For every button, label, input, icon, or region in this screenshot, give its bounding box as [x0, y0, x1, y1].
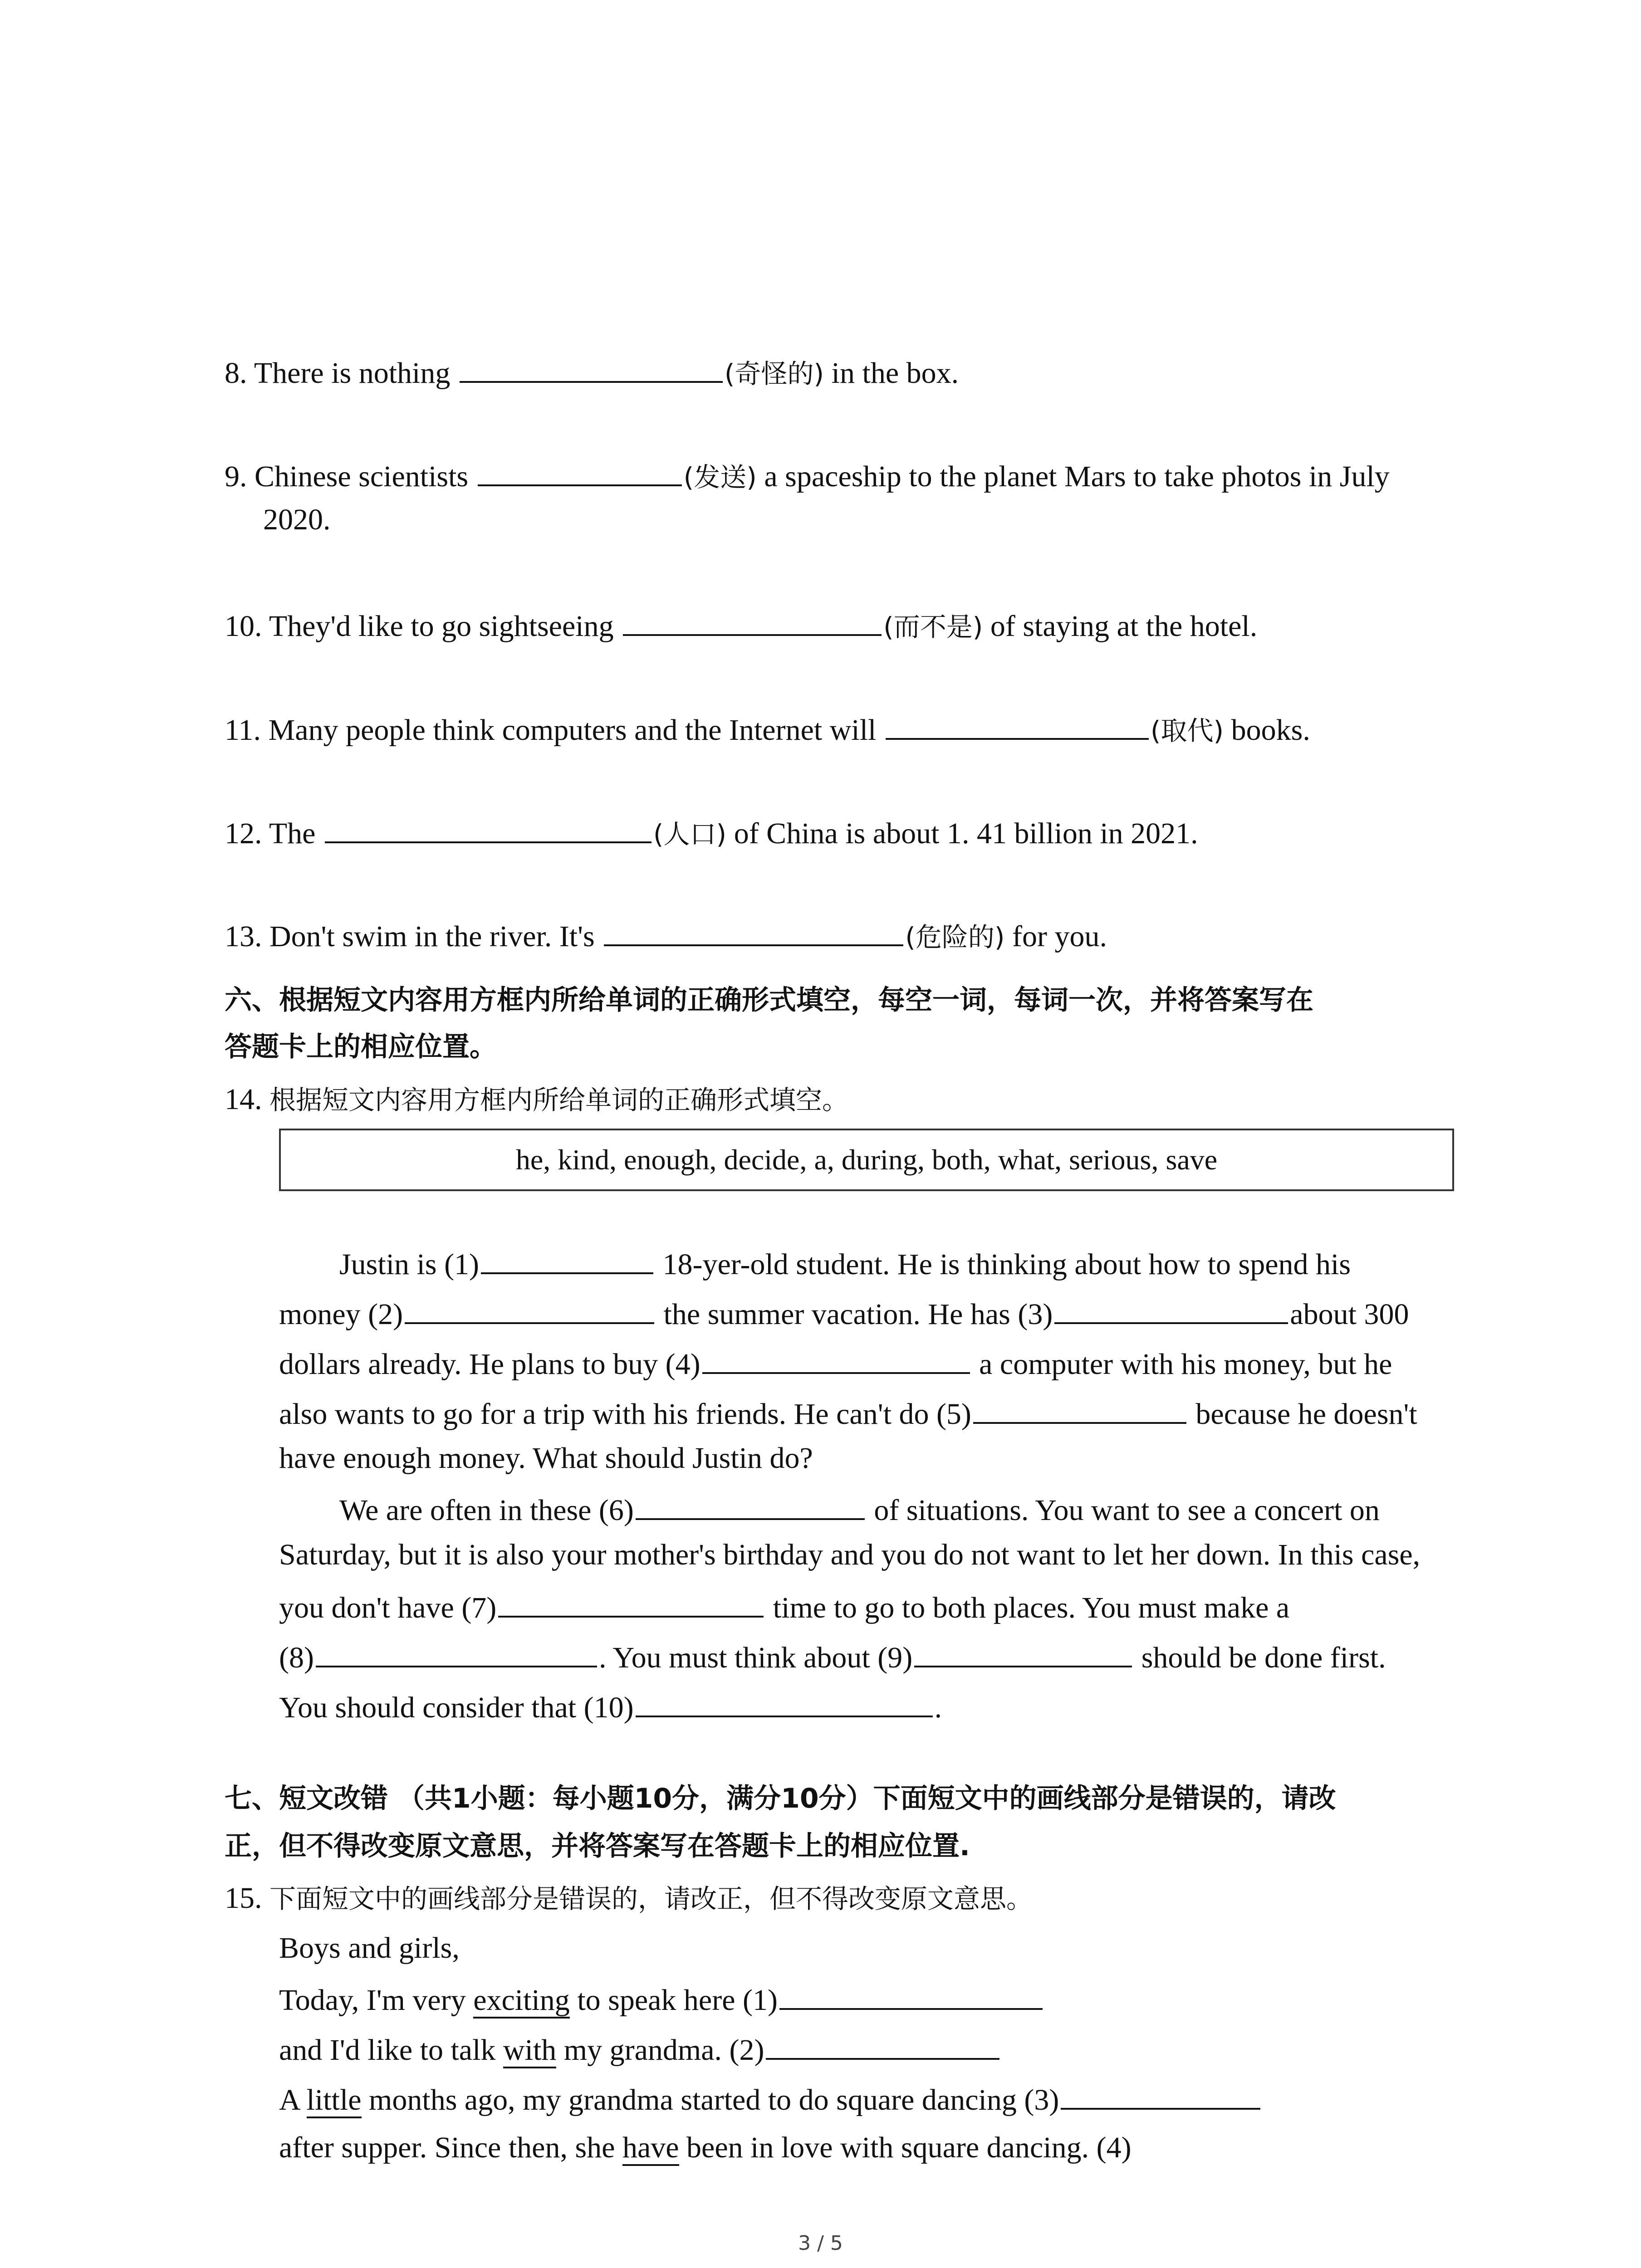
question-12: 12. The (人口) of China is about 1. 41 billion in 2021. [225, 813, 1198, 852]
blank-14-10[interactable] [636, 1687, 933, 1717]
blank-14-8[interactable] [316, 1637, 597, 1667]
passage-1-line-3: dollars already. He plans to buy (4) a computer with his money, but he [279, 1344, 1392, 1383]
section-7-heading-cont: 正，但不得改变原文意思，并将答案写在答题卡上的相应位置. [225, 1830, 970, 1862]
section-7-heading: 七、短文改错 （共1小题：每小题10分，满分10分）下面短文中的画线部分是错误的，请改 [225, 1783, 1336, 1814]
answer-blank-10[interactable] [623, 606, 882, 636]
question-14-instruction: 14. 根据短文内容用方框内所给单词的正确形式填空。 [225, 1083, 849, 1116]
error-line-2: and I'd like to talk with my grandma. (2) [279, 2030, 1001, 2068]
answer-blank-13[interactable] [604, 916, 903, 946]
question-11: 11. Many people think computers and the Internet will (取代) books. [225, 710, 1310, 749]
answer-blank-9[interactable] [478, 456, 682, 486]
underlined-error-3: little [307, 2083, 362, 2118]
error-line-3: A little months ago, my grandma started to do square dancing (3) [279, 2080, 1262, 2118]
passage-1-line-5: have enough money. What should Justin do? [279, 1442, 813, 1475]
blank-14-6[interactable] [636, 1490, 865, 1520]
underlined-error-2: with [503, 2033, 556, 2068]
question-10: 10. They'd like to go sightseeing (而不是) of staying at the hotel. [225, 606, 1257, 645]
passage-2-line-3: you don't have (7) time to go to both places. You must make a [279, 1588, 1289, 1626]
question-9-continuation: 2020. [263, 503, 331, 536]
underlined-error-1: exciting [473, 1984, 570, 2019]
blank-14-1[interactable] [481, 1244, 653, 1274]
passage-1-line-2: money (2) the summer vacation. He has (3) about 300 [279, 1294, 1409, 1333]
blank-15-2[interactable] [766, 2030, 999, 2060]
blank-14-4[interactable] [702, 1344, 970, 1374]
question-9: 9. Chinese scientists (发送) a spaceship to the planet Mars to take photos in July [225, 456, 1390, 495]
passage-1-line-4: also wants to go for a trip with his friends. He can't do (5) because he doesn't [279, 1394, 1417, 1432]
passage-2-line-2: Saturday, but it is also your mother's birthday and you do not want to let her down. In this case, [279, 1538, 1421, 1571]
blank-14-3[interactable] [1054, 1294, 1288, 1324]
blank-14-7[interactable] [498, 1588, 764, 1618]
error-line-4: after supper. Since then, she have been in love with square dancing. (4) [279, 2130, 1132, 2166]
blank-14-5[interactable] [973, 1394, 1186, 1424]
blank-14-9[interactable] [914, 1637, 1132, 1667]
question-13: 13. Don't swim in the river. It's (危险的) for you. [225, 916, 1107, 955]
underlined-error-4: have [622, 2131, 679, 2166]
blank-15-1[interactable] [779, 1980, 1043, 2010]
answer-blank-12[interactable] [325, 813, 652, 843]
letter-greeting: Boys and girls, [279, 1931, 460, 1965]
passage-1-line-1: Justin is (1) 18-yer-old student. He is thinking about how to spend his [339, 1244, 1351, 1283]
answer-blank-8[interactable] [460, 353, 723, 383]
error-line-1: Today, I'm very exciting to speak here (1) [279, 1980, 1044, 2019]
word-box: he, kind, enough, decide, a, during, both, what, serious, save [279, 1129, 1454, 1191]
section-6-heading-cont: 答题卡上的相应位置。 [225, 1031, 497, 1063]
page-number: 3 / 5 [798, 2232, 843, 2255]
passage-2-line-1: We are often in these (6) of situations. You want to see a concert on [339, 1490, 1380, 1529]
question-15-instruction: 15. 下面短文中的画线部分是错误的，请改正，但不得改变原文意思。 [225, 1882, 1033, 1915]
answer-blank-11[interactable] [886, 710, 1149, 740]
passage-2-line-5: You should consider that (10) . [279, 1687, 942, 1726]
question-8: 8. There is nothing (奇怪的) in the box. [225, 353, 959, 392]
blank-14-2[interactable] [405, 1294, 654, 1324]
blank-15-3[interactable] [1061, 2080, 1260, 2110]
section-6-heading: 六、根据短文内容用方框内所给单词的正确形式填空，每空一词，每词一次，并将答案写在 [225, 984, 1313, 1016]
passage-2-line-4: (8) . You must think about (9) should be done first. [279, 1637, 1386, 1676]
